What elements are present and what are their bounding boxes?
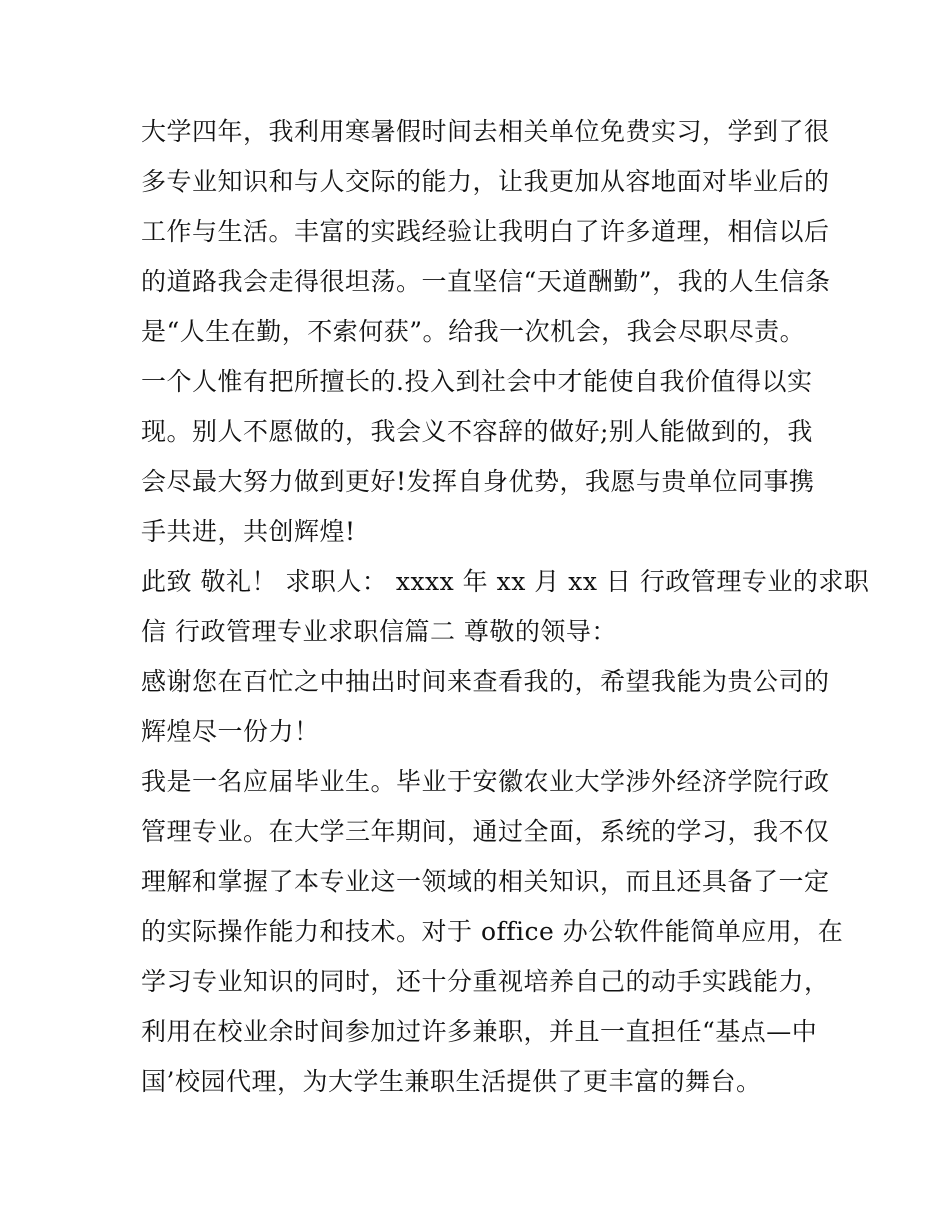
text-line: 手共进，共创辉煌! bbox=[141, 517, 356, 546]
text-line: 的道路我会走得很坦荡。一直坚信“天道酬勤”，我的人生信条 bbox=[141, 267, 831, 296]
text-line: 信 行政管理专业求职信篇二 尊敬的领导： bbox=[141, 617, 617, 646]
text-line: 我是一名应届毕业生。毕业于安徽农业大学涉外经济学院行政 bbox=[141, 767, 830, 796]
text-line: 辉煌尽一份力！ bbox=[141, 717, 320, 746]
text-line: 管理专业。在大学三年期间，通过全面，系统的学习，我不仅 bbox=[141, 817, 830, 846]
text-line: 感谢您在百忙之中抽出时间来查看我的，希望我能为贵公司的 bbox=[141, 667, 830, 696]
text-line: 利用在校业余时间参加过许多兼职，并且一直担任“基点—中 bbox=[141, 1017, 818, 1046]
text-line: 大学四年，我利用寒暑假时间去相关单位免费实习，学到了很 bbox=[141, 117, 830, 146]
text-line: 工作与生活。丰富的实践经验让我明白了许多道理，相信以后 bbox=[141, 217, 830, 246]
text-line: 国’校园代理，为大学生兼职生活提供了更丰富的舞台。 bbox=[141, 1067, 762, 1096]
text-line: 会尽最大努力做到更好!发挥自身优势，我愿与贵单位同事携 bbox=[141, 467, 815, 496]
text-line: 此致 敬礼！ 求职人： xxxx 年 xx 月 xx 日 行政管理专业的求职 bbox=[141, 567, 870, 596]
letter-body bbox=[141, 107, 870, 1107]
text-line: 一个人惟有把所擅长的.投入到社会中才能使自我价值得以实 bbox=[141, 367, 813, 396]
text-line: 是“人生在勤，不索何获”。给我一次机会，我会尽职尽责。 bbox=[141, 317, 806, 346]
text-line: 现。别人不愿做的，我会义不容辞的做好;别人能做到的，我 bbox=[141, 417, 813, 446]
text-line: 的实际操作能力和技术。对于 office 办公软件能简单应用，在 bbox=[141, 917, 844, 946]
text-line: 学习专业知识的同时，还十分重视培养自己的动手实践能力， bbox=[141, 967, 830, 996]
text-line: 多专业知识和与人交际的能力，让我更加从容地面对毕业后的 bbox=[141, 167, 830, 196]
text-line: 理解和掌握了本专业这一领域的相关知识，而且还具备了一定 bbox=[141, 867, 830, 896]
